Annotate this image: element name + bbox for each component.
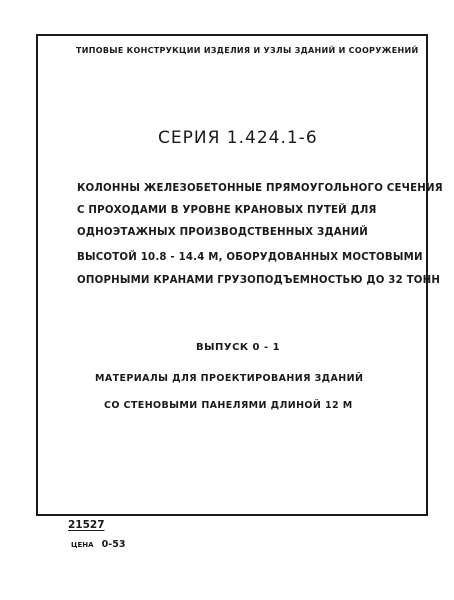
issue-number: ВЫПУСК 0 - 1 bbox=[196, 342, 281, 353]
header-text: ТИПОВЫЕ КОНСТРУКЦИИ ИЗДЕЛИЯ И УЗЛЫ ЗДАНИЙ И СООРУЖЕНИЙ bbox=[76, 46, 419, 55]
materials-line-1: МАТЕРИАЛЫ ДЛЯ ПРОЕКТИРОВАНИЯ ЗДАНИЙ bbox=[95, 373, 364, 384]
series-title: СЕРИЯ 1.424.1-6 bbox=[158, 128, 318, 148]
title-line-5: ОПОРНЫМИ КРАНАМИ ГРУЗОПОДЪЕМНОСТЬЮ ДО 32 ТОНН bbox=[77, 275, 441, 286]
title-line-1: КОЛОННЫ ЖЕЛЕЗОБЕТОННЫЕ ПРЯМОУГОЛЬНОГО СЕЧЕНИЯ bbox=[77, 183, 443, 194]
materials-line-2: СО СТЕНОВЫМИ ПАНЕЛЯМИ ДЛИНОЙ 12 М bbox=[104, 400, 353, 411]
title-line-2: С ПРОХОДАМИ В УРОВНЕ КРАНОВЫХ ПУТЕЙ ДЛЯ bbox=[77, 205, 377, 216]
price-label: ЦЕНА bbox=[71, 541, 94, 549]
title-line-3: ОДНОЭТАЖНЫХ ПРОИЗВОДСТВЕННЫХ ЗДАНИЙ bbox=[77, 227, 369, 238]
catalog-number: 21527 bbox=[68, 519, 105, 531]
price-value: 0-53 bbox=[101, 539, 126, 550]
title-line-4: ВЫСОТОЙ 10.8 - 14.4 М, ОБОРУДОВАННЫХ МОСТОВЫМИ bbox=[77, 252, 423, 263]
price-row bbox=[71, 532, 125, 551]
